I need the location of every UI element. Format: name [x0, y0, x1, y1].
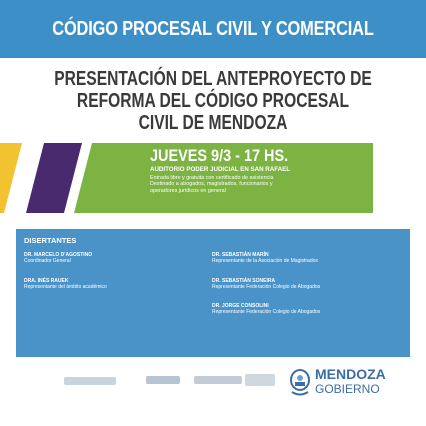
- event-detail-line: Entrada libre y gratuita con certificado de asistencia: [150, 175, 274, 181]
- speaker-item: [24, 252, 92, 264]
- gov-name: MENDOZA: [315, 366, 386, 382]
- speaker-role: Representante de la Asociación de Magistrados: [212, 258, 318, 264]
- decorative-stripes: [0, 143, 150, 213]
- gov-subtitle: GOBIERNO: [315, 382, 380, 396]
- speaker-name: DRA. INÉS RAUEK: [24, 278, 69, 284]
- top-banner: [0, 0, 426, 58]
- speaker-name: DR. JORGE CONSOLINI: [212, 303, 269, 309]
- speaker-name: DR. SEBASTIÁN MARÍN: [212, 252, 269, 258]
- speaker-item: [212, 252, 318, 264]
- event-date: JUEVES 9/3 - 17 HS.: [150, 146, 289, 165]
- yellow-stripe: [0, 143, 22, 213]
- partner-logo: [245, 374, 275, 386]
- partner-logo: [194, 376, 242, 384]
- speaker-name: DR. MARCELO D'AGOSTINO: [24, 252, 93, 258]
- event-details: [150, 175, 370, 194]
- speaker-item: [24, 278, 107, 290]
- headline-line-1: PRESENTACIÓN DEL ANTEPROYECTO DE: [54, 68, 372, 90]
- headline-line-2: REFORMA DEL CÓDIGO PROCESAL: [76, 90, 350, 112]
- banner-title: CÓDIGO PROCESAL CIVIL Y COMERCIAL: [52, 17, 374, 40]
- speakers-title: DISERTANTES: [24, 236, 77, 245]
- event-detail-line: Destinado a abogados, magistrados, funcionarios y: [150, 181, 273, 188]
- partner-logo: [64, 377, 116, 385]
- speaker-role: Representante Federación Colegio de Abogados: [212, 284, 321, 290]
- partner-logo: [146, 376, 180, 384]
- event-detail-line: operadores jurídicos en general: [150, 187, 226, 194]
- purple-stripe: [26, 143, 82, 213]
- speaker-role: Coordinador General: [24, 258, 71, 264]
- headline-line-3: CIVIL DE MENDOZA: [138, 112, 288, 134]
- mendoza-emblem-icon: [289, 369, 311, 397]
- event-venue: AUDITORIO PODER JUDICIAL EN SAN RAFAEL: [150, 166, 291, 173]
- headline: [0, 68, 426, 134]
- speaker-item: [212, 278, 320, 290]
- speakers-panel: [16, 229, 410, 357]
- speaker-role: Representante del ámbito académico: [24, 284, 107, 290]
- speaker-item: [212, 303, 320, 315]
- speaker-name: DR. SEBASTIÁN SONEIRA: [212, 278, 276, 284]
- speaker-role: Representante Federación Colegio de Abogados: [212, 309, 321, 315]
